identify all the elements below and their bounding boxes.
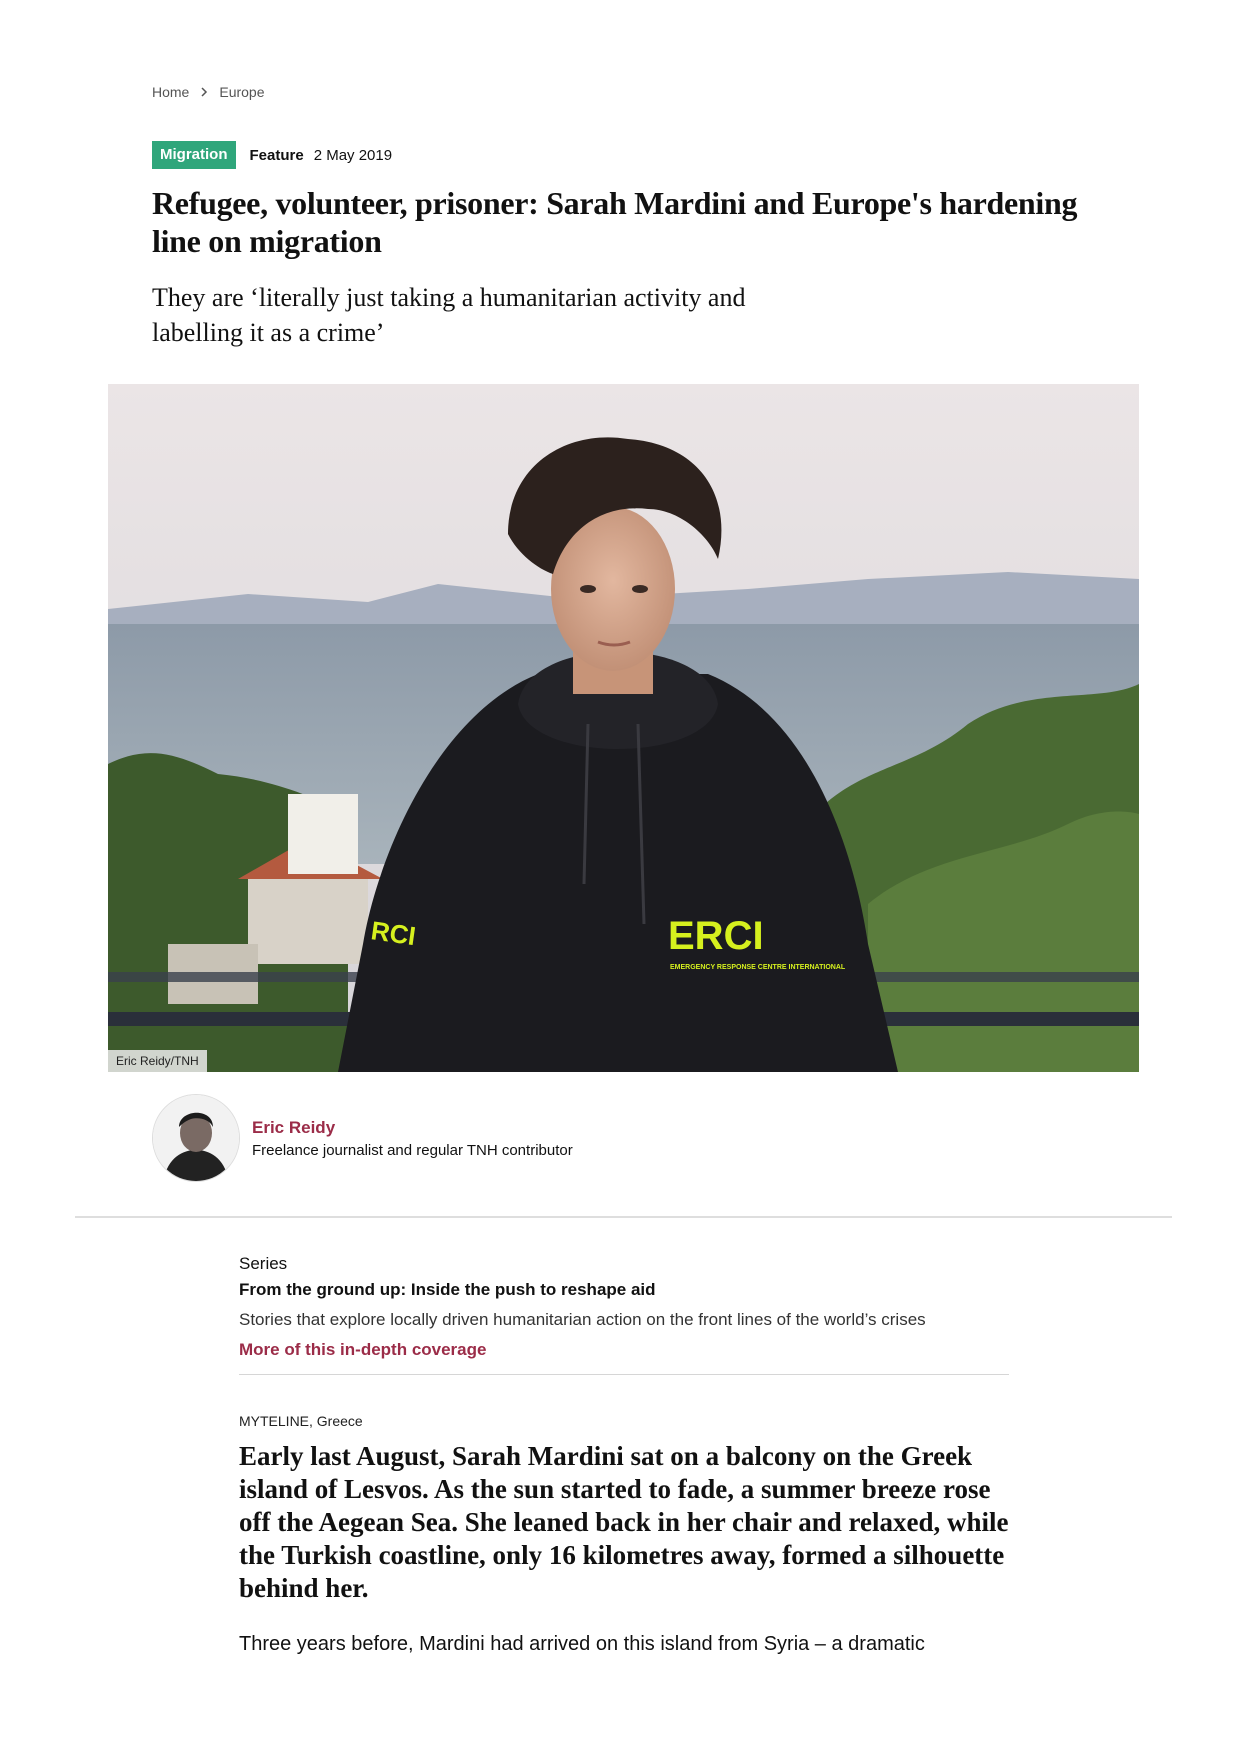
breadcrumb	[152, 84, 265, 100]
series-description: Stories that explore locally driven humanitarian action on the front lines of the world’s crises	[239, 1310, 926, 1329]
article-headline: Refugee, volunteer, prisoner: Sarah Mardini and Europe's hardening line on migration	[152, 185, 1078, 259]
author-name-link[interactable]: Eric Reidy	[252, 1117, 336, 1137]
series-label: Series	[239, 1254, 288, 1273]
hero-photo-illustration	[108, 384, 1139, 1072]
series-title: From the ground up: Inside the push to reshape aid	[239, 1280, 656, 1299]
hoodie-logo-subtext: EMERGENCY RESPONSE CENTRE INTERNATIONAL	[670, 964, 846, 971]
breadcrumb-home-link[interactable]: Home	[152, 84, 190, 100]
article-lead-paragraph: Early last August, Sarah Mardini sat on a balcony on the Greek island of Lesvos. As the sun started to fade, a summer breeze rose off the Aegean Sea. She leaned back in her chair and relaxed, while the Turkish coastline, only 16 kilometres away, formed a silhouette behind her.	[239, 1441, 1009, 1603]
hoodie-logo-text: ERCI	[668, 914, 764, 958]
series-box	[239, 1254, 1009, 1360]
author-avatar[interactable]	[152, 1094, 240, 1182]
article-dateline: MYTELINE, Greece	[239, 1413, 363, 1429]
chevron-right-icon	[199, 87, 209, 97]
sleeve-logo-text: RCI	[369, 915, 418, 952]
series-more-link[interactable]: More of this in-depth coverage	[239, 1340, 487, 1359]
author-bio: Freelance journalist and regular TNH contributor	[252, 1141, 573, 1159]
article-standfirst: They are ‘literally just taking a humanitarian activity and labelling it as a crime’	[152, 283, 746, 347]
author-byline	[152, 1094, 573, 1182]
article-type: Feature	[249, 146, 304, 164]
hero-image	[108, 384, 1139, 1072]
section-divider	[75, 1216, 1172, 1218]
breadcrumb-europe-link[interactable]: Europe	[219, 84, 265, 100]
article-date: 2 May 2019	[313, 146, 393, 164]
author-photo-icon	[153, 1095, 239, 1181]
migration-tag[interactable]: Migration	[152, 141, 236, 169]
series-divider	[239, 1374, 1009, 1375]
photo-credit: Eric Reidy/TNH	[108, 1050, 207, 1072]
article-meta	[152, 141, 392, 169]
article-body-paragraph: Three years before, Mardini had arrived on this island from Syria – a dramatic	[239, 1633, 925, 1655]
author-info	[252, 1118, 573, 1159]
